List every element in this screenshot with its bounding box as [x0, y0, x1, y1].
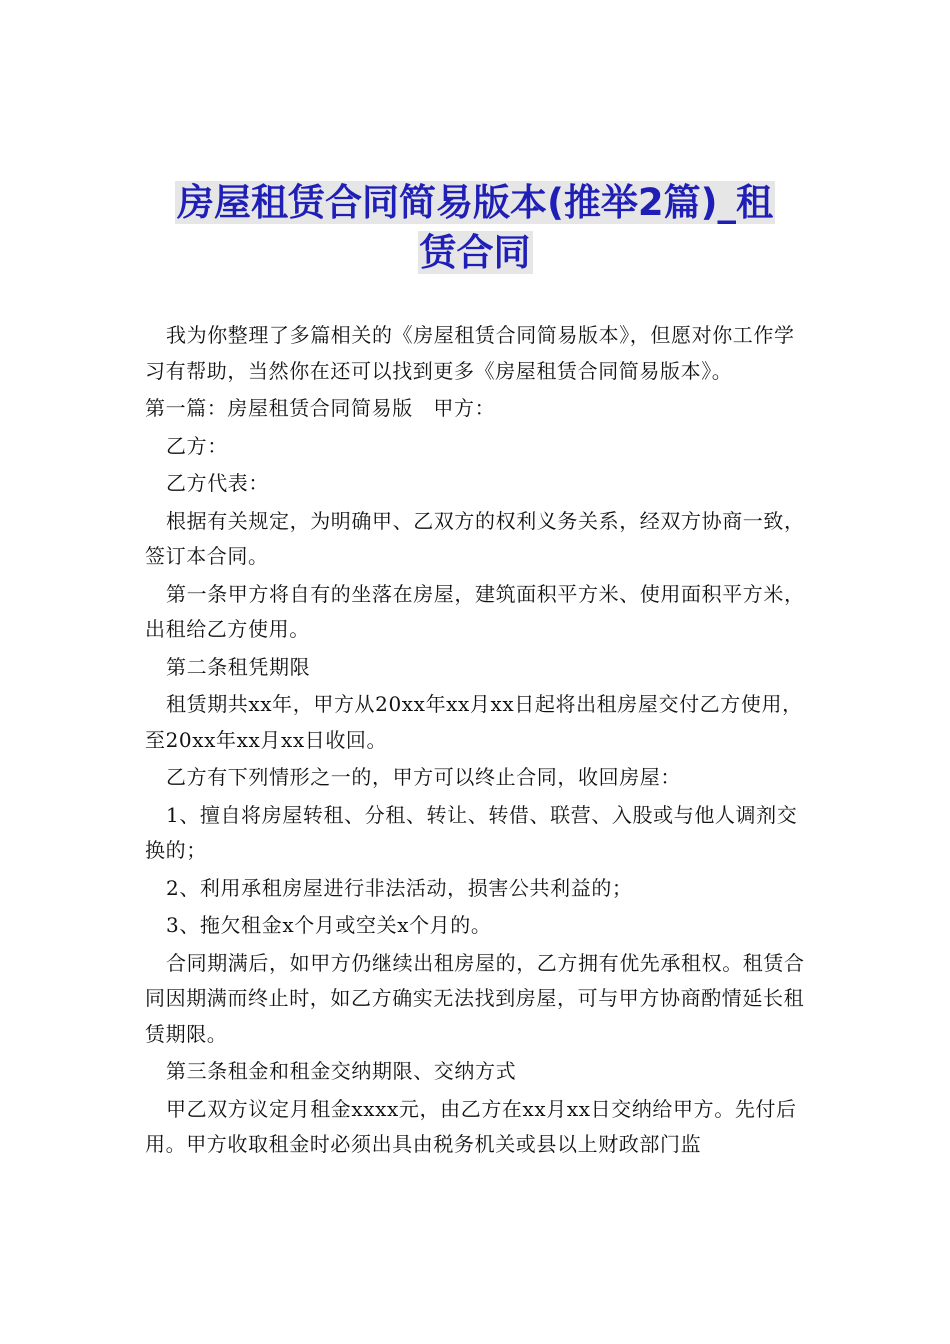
- condition-item-1: 1、擅自将房屋转租、分租、转让、转借、联营、入股或与他人调剂交换的；: [145, 802, 798, 862]
- condition-item-3: 3、拖欠租金x个月或空关x个月的。: [166, 913, 492, 937]
- renewal-paragraph: 合同期满后，如甲方仍继续出租房屋的，乙方拥有优先承租权。租赁合同因期满而终止时，如乙方确实无法找到房屋，可与甲方协商酌情延长租赁期限。: [145, 950, 805, 1046]
- lease-term-paragraph: 租赁期共xx年，甲方从20xx年xx月xx日起将出租房屋交付乙方使用，至20xx年xx月xx日收回。: [145, 692, 803, 752]
- title-line-2: 赁合同: [419, 231, 531, 274]
- section-heading-first: 第一篇：房屋租赁合同简易版 甲方：: [145, 396, 496, 420]
- preamble-paragraph: 根据有关规定，为明确甲、乙双方的权利义务关系，经双方协商一致，签订本合同。: [145, 508, 805, 568]
- party-b-line: 乙方：: [166, 433, 228, 458]
- condition-item-2: 2、利用承租房屋进行非法活动，损害公共利益的；: [166, 875, 633, 900]
- termination-conditions-paragraph: 乙方有下列情形之一的，甲方可以终止合同，收回房屋：: [166, 765, 681, 789]
- rent-payment-paragraph: 甲乙双方议定月租金xxxx元，由乙方在xx月xx日交纳给甲方。先付后用。甲方收取租金时必须出具由税务机关或县以上财政部门监: [145, 1096, 797, 1156]
- article-1-paragraph: 第一条甲方将自有的坐落在房屋，建筑面积平方米、使用面积平方米，出租给乙方使用。: [145, 581, 805, 641]
- party-b-representative-line: 乙方代表：: [166, 471, 269, 495]
- document-title: [140, 178, 810, 278]
- title-line-1: 房屋租赁合同简易版本(推举2篇)_租: [176, 181, 774, 224]
- intro-paragraph: 我为你整理了多篇相关的《房屋租赁合同简易版本》，但愿对你工作学习有帮助，当然你在还可以找到更多《房屋租赁合同简易版本》。: [145, 323, 795, 383]
- article-3-heading: 第三条租金和租金交纳期限、交纳方式: [166, 1059, 517, 1083]
- article-2-heading: 第二条租凭期限: [166, 654, 311, 679]
- document-body: [145, 318, 810, 1165]
